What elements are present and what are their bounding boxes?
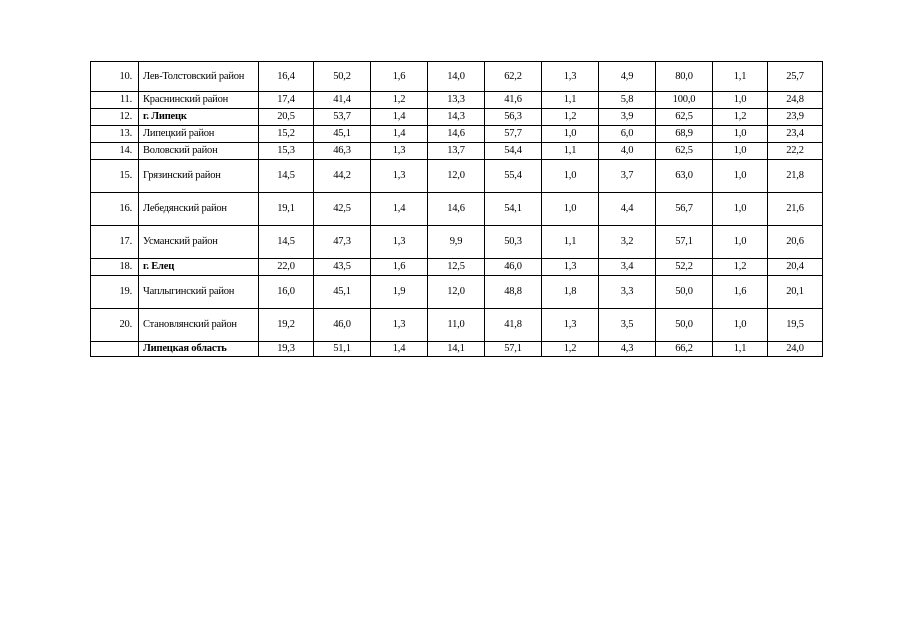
value-cell: 3,5 (599, 309, 656, 342)
value-cell: 1,6 (371, 62, 428, 92)
value-cell: 41,6 (485, 92, 542, 109)
value-cell: 56,3 (485, 109, 542, 126)
value-cell: 1,4 (371, 109, 428, 126)
value-cell: 1,2 (371, 92, 428, 109)
district-name: Краснинский район (139, 92, 259, 109)
value-cell: 23,9 (768, 109, 823, 126)
value-cell: 3,7 (599, 160, 656, 193)
row-number (91, 342, 139, 357)
value-cell: 11,0 (428, 309, 485, 342)
value-cell: 1,3 (542, 62, 599, 92)
district-name: Усманский район (139, 226, 259, 259)
value-cell: 1,1 (542, 143, 599, 160)
value-cell: 1,0 (713, 193, 768, 226)
value-cell: 1,3 (371, 226, 428, 259)
value-cell: 1,3 (371, 160, 428, 193)
table-row (91, 309, 823, 342)
district-name: Воловский район (139, 143, 259, 160)
district-name: Чаплыгинский район (139, 276, 259, 309)
row-number: 15. (91, 160, 139, 193)
row-number: 16. (91, 193, 139, 226)
value-cell: 1,0 (542, 193, 599, 226)
table-row (91, 143, 823, 160)
value-cell: 20,4 (768, 259, 823, 276)
value-cell: 1,0 (542, 160, 599, 193)
value-cell: 1,2 (542, 109, 599, 126)
value-cell: 19,3 (259, 342, 314, 357)
value-cell: 1,9 (371, 276, 428, 309)
value-cell: 1,6 (371, 259, 428, 276)
value-cell: 3,4 (599, 259, 656, 276)
table-row (91, 276, 823, 309)
row-number: 18. (91, 259, 139, 276)
value-cell: 1,0 (542, 126, 599, 143)
value-cell: 66,2 (656, 342, 713, 357)
table-body (91, 62, 823, 357)
value-cell: 1,4 (371, 342, 428, 357)
value-cell: 12,0 (428, 160, 485, 193)
value-cell: 1,0 (713, 92, 768, 109)
district-name: Грязинский район (139, 160, 259, 193)
value-cell: 62,5 (656, 143, 713, 160)
value-cell: 12,5 (428, 259, 485, 276)
value-cell: 1,0 (713, 126, 768, 143)
district-name: Липецкая область (139, 342, 259, 357)
value-cell: 51,1 (314, 342, 371, 357)
value-cell: 19,5 (768, 309, 823, 342)
value-cell: 25,7 (768, 62, 823, 92)
value-cell: 52,2 (656, 259, 713, 276)
value-cell: 63,0 (656, 160, 713, 193)
value-cell: 14,5 (259, 160, 314, 193)
row-number: 12. (91, 109, 139, 126)
value-cell: 54,4 (485, 143, 542, 160)
value-cell: 24,8 (768, 92, 823, 109)
table-row (91, 62, 823, 92)
row-number: 20. (91, 309, 139, 342)
value-cell: 1,2 (713, 259, 768, 276)
value-cell: 53,7 (314, 109, 371, 126)
value-cell: 3,9 (599, 109, 656, 126)
value-cell: 24,0 (768, 342, 823, 357)
value-cell: 14,0 (428, 62, 485, 92)
value-cell: 1,1 (713, 62, 768, 92)
value-cell: 41,4 (314, 92, 371, 109)
value-cell: 19,2 (259, 309, 314, 342)
value-cell: 6,0 (599, 126, 656, 143)
district-name: Лебедянский район (139, 193, 259, 226)
value-cell: 1,3 (542, 259, 599, 276)
value-cell: 16,0 (259, 276, 314, 309)
statistics-table (90, 61, 823, 357)
table-row (91, 193, 823, 226)
value-cell: 3,3 (599, 276, 656, 309)
district-name: г. Елец (139, 259, 259, 276)
value-cell: 1,3 (371, 143, 428, 160)
value-cell: 13,7 (428, 143, 485, 160)
value-cell: 1,2 (713, 109, 768, 126)
value-cell: 1,0 (713, 309, 768, 342)
table-row (91, 342, 823, 357)
value-cell: 46,3 (314, 143, 371, 160)
value-cell: 14,3 (428, 109, 485, 126)
value-cell: 20,1 (768, 276, 823, 309)
value-cell: 1,0 (713, 143, 768, 160)
value-cell: 12,0 (428, 276, 485, 309)
value-cell: 5,8 (599, 92, 656, 109)
value-cell: 46,0 (485, 259, 542, 276)
district-name: Лев-Толстовский район (139, 62, 259, 92)
value-cell: 4,4 (599, 193, 656, 226)
value-cell: 4,3 (599, 342, 656, 357)
value-cell: 50,2 (314, 62, 371, 92)
value-cell: 1,0 (713, 160, 768, 193)
value-cell: 41,8 (485, 309, 542, 342)
value-cell: 55,4 (485, 160, 542, 193)
value-cell: 45,1 (314, 126, 371, 143)
table-row (91, 259, 823, 276)
value-cell: 48,8 (485, 276, 542, 309)
value-cell: 62,5 (656, 109, 713, 126)
row-number: 11. (91, 92, 139, 109)
table-row (91, 226, 823, 259)
value-cell: 56,7 (656, 193, 713, 226)
value-cell: 19,1 (259, 193, 314, 226)
row-number: 14. (91, 143, 139, 160)
value-cell: 1,4 (371, 193, 428, 226)
value-cell: 20,6 (768, 226, 823, 259)
value-cell: 50,0 (656, 309, 713, 342)
value-cell: 43,5 (314, 259, 371, 276)
value-cell: 15,2 (259, 126, 314, 143)
value-cell: 54,1 (485, 193, 542, 226)
value-cell: 14,1 (428, 342, 485, 357)
value-cell: 1,3 (542, 309, 599, 342)
value-cell: 80,0 (656, 62, 713, 92)
value-cell: 20,5 (259, 109, 314, 126)
value-cell: 1,8 (542, 276, 599, 309)
value-cell: 15,3 (259, 143, 314, 160)
value-cell: 1,1 (713, 342, 768, 357)
table-row (91, 109, 823, 126)
row-number: 10. (91, 62, 139, 92)
value-cell: 1,3 (371, 309, 428, 342)
value-cell: 14,5 (259, 226, 314, 259)
value-cell: 1,2 (542, 342, 599, 357)
value-cell: 22,2 (768, 143, 823, 160)
district-name: г. Липецк (139, 109, 259, 126)
value-cell: 42,5 (314, 193, 371, 226)
value-cell: 44,2 (314, 160, 371, 193)
value-cell: 1,0 (713, 226, 768, 259)
value-cell: 21,6 (768, 193, 823, 226)
value-cell: 57,1 (656, 226, 713, 259)
value-cell: 4,0 (599, 143, 656, 160)
district-name: Становлянский район (139, 309, 259, 342)
value-cell: 1,1 (542, 226, 599, 259)
value-cell: 14,6 (428, 193, 485, 226)
value-cell: 57,1 (485, 342, 542, 357)
value-cell: 57,7 (485, 126, 542, 143)
value-cell: 1,4 (371, 126, 428, 143)
value-cell: 16,4 (259, 62, 314, 92)
row-number: 19. (91, 276, 139, 309)
value-cell: 17,4 (259, 92, 314, 109)
value-cell: 68,9 (656, 126, 713, 143)
row-number: 13. (91, 126, 139, 143)
value-cell: 1,1 (542, 92, 599, 109)
value-cell: 13,3 (428, 92, 485, 109)
value-cell: 47,3 (314, 226, 371, 259)
value-cell: 46,0 (314, 309, 371, 342)
value-cell: 50,3 (485, 226, 542, 259)
value-cell: 9,9 (428, 226, 485, 259)
table-row (91, 92, 823, 109)
value-cell: 3,2 (599, 226, 656, 259)
table-row (91, 160, 823, 193)
value-cell: 22,0 (259, 259, 314, 276)
value-cell: 50,0 (656, 276, 713, 309)
value-cell: 1,6 (713, 276, 768, 309)
value-cell: 4,9 (599, 62, 656, 92)
value-cell: 62,2 (485, 62, 542, 92)
value-cell: 14,6 (428, 126, 485, 143)
table-row (91, 126, 823, 143)
value-cell: 45,1 (314, 276, 371, 309)
value-cell: 21,8 (768, 160, 823, 193)
value-cell: 100,0 (656, 92, 713, 109)
row-number: 17. (91, 226, 139, 259)
value-cell: 23,4 (768, 126, 823, 143)
district-name: Липецкий район (139, 126, 259, 143)
